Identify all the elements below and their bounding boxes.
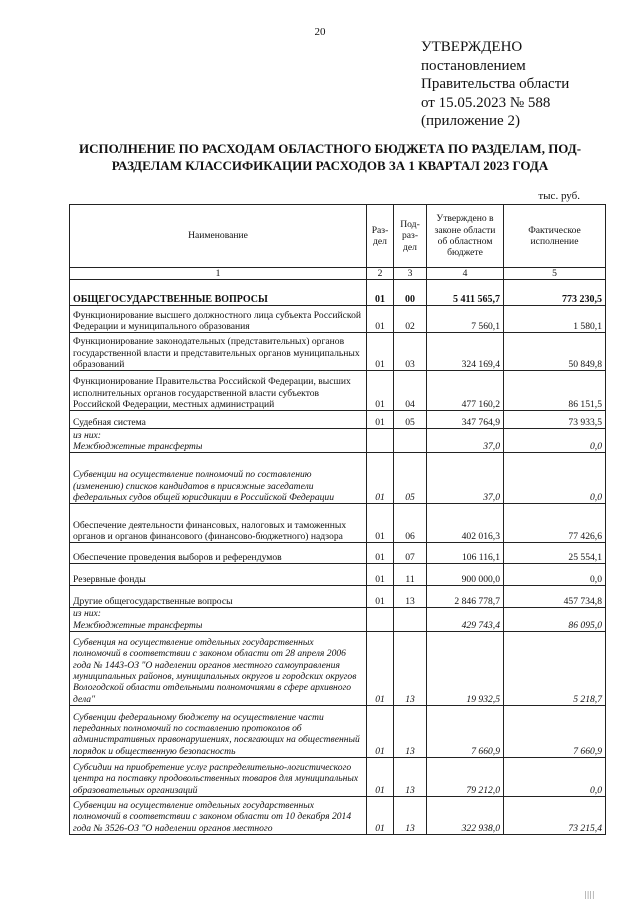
- cell-actual: 7 660,9: [504, 705, 606, 757]
- cell-section: 01: [367, 504, 394, 543]
- cell-name: Функционирование Правительства Российской Федерации, высших исполнительных органов государственной власти субъектов Российской Федерации, местных администраций: [70, 371, 367, 411]
- cell-subsection: 04: [394, 371, 427, 411]
- approval-stamp: [421, 38, 569, 131]
- cell-name: Субвенции федеральному бюджету на осуществление части переданных полномочий по составлению протоколов об административных правонарушениях, посягающих на общественный порядок и общественную безопасность: [70, 705, 367, 757]
- cell-approved: 2 846 778,7: [427, 586, 504, 608]
- cell-approved: 19 932,5: [427, 631, 504, 705]
- cell-subsection: 13: [394, 796, 427, 834]
- cell-subsection: 13: [394, 705, 427, 757]
- units-label: тыс. руб.: [538, 190, 580, 202]
- table-row: [70, 429, 606, 453]
- cell-section: 01: [367, 586, 394, 608]
- column-number: 1: [70, 268, 367, 280]
- cell-name: Субвенции на осуществление полномочий по составлению (изменению) списков кандидатов в присяжные заседатели федеральных судов общей юрисдикции в Российской Федерации: [70, 453, 367, 504]
- cell-name: Обеспечение деятельности финансовых, налоговых и таможенных органов и органов финансового (финансово-бюджетного) надзора: [70, 504, 367, 543]
- cell-name: из них: Межбюджетные трансферты: [70, 608, 367, 632]
- column-number: 2: [367, 268, 394, 280]
- cell-approved: 37,0: [427, 453, 504, 504]
- cell-actual: 0,0: [504, 453, 606, 504]
- title-line: ИСПОЛНЕНИЕ ПО РАСХОДАМ ОБЛАСТНОГО БЮДЖЕТА ПО РАЗДЕЛАМ, ПОД-: [78, 141, 582, 156]
- cell-approved: 7 560,1: [427, 306, 504, 333]
- table-row: [70, 543, 606, 564]
- table-row: [70, 504, 606, 543]
- table-row: [70, 705, 606, 757]
- column-header-actual: Фактическое исполнение: [504, 205, 606, 268]
- cell-name: Судебная система: [70, 411, 367, 429]
- cell-approved: 324 169,4: [427, 333, 504, 371]
- cell-actual: 5 218,7: [504, 631, 606, 705]
- column-header-section: Раз- дел: [367, 205, 394, 268]
- cell-approved: 347 764,9: [427, 411, 504, 429]
- cell-actual: 0,0: [504, 429, 606, 453]
- cell-actual: 0,0: [504, 757, 606, 796]
- document-title: [60, 140, 600, 174]
- cell-approved: 429 743,4: [427, 608, 504, 632]
- cell-name: Обеспечение проведения выборов и референдумов: [70, 543, 367, 564]
- cell-section: 01: [367, 371, 394, 411]
- cell-subsection: 13: [394, 586, 427, 608]
- cell-section: 01: [367, 796, 394, 834]
- table-row: [70, 306, 606, 333]
- cell-subsection: 00: [394, 280, 427, 306]
- cell-name: из них: Межбюджетные трансферты: [70, 429, 367, 453]
- cell-actual: 1 580,1: [504, 306, 606, 333]
- cell-actual: 50 849,8: [504, 333, 606, 371]
- column-number: 5: [504, 268, 606, 280]
- cell-subsection: 11: [394, 564, 427, 586]
- cell-subsection: 05: [394, 453, 427, 504]
- table-row: [70, 371, 606, 411]
- cell-approved: 402 016,3: [427, 504, 504, 543]
- cell-subsection: 03: [394, 333, 427, 371]
- cell-subsection: 06: [394, 504, 427, 543]
- approval-line: от 15.05.2023 № 588: [421, 94, 551, 111]
- column-header-approved: Утверждено в законе области об областном бюджете: [427, 205, 504, 268]
- cell-name: Субвенция на осуществление отдельных государственных полномочий в соответствии с законом области от 28 апреля 2006 года № 1443-ОЗ "О наделении органов местного самоуправления муниципальных районов, муниципальных округов и городских округов Вологодской области отдельными полномочиями в сфере архивного дела": [70, 631, 367, 705]
- budget-table: [69, 204, 606, 835]
- column-number: 4: [427, 268, 504, 280]
- cell-actual: 77 426,6: [504, 504, 606, 543]
- table-row: [70, 796, 606, 834]
- approval-line: Правительства области: [421, 76, 570, 92]
- cell-section: 01: [367, 453, 394, 504]
- approval-line: постановлением: [421, 57, 526, 74]
- cell-subsection: 07: [394, 543, 427, 564]
- cell-name: Субвенции на осуществление отдельных государственных полномочий в соответствии с законом области от 10 декабря 2014 года № 3526-ОЗ "О наделении органов местного: [70, 796, 367, 834]
- cell-name: Другие общегосударственные вопросы: [70, 586, 367, 608]
- cell-name: ОБЩЕГОСУДАРСТВЕННЫЕ ВОПРОСЫ: [70, 280, 367, 306]
- title-line: РАЗДЕЛАМ КЛАССИФИКАЦИИ РАСХОДОВ ЗА 1 КВАРТАЛ 2023 ГОДА: [111, 158, 549, 173]
- column-header-name: Наименование: [70, 205, 367, 268]
- cell-actual: 25 554,1: [504, 543, 606, 564]
- cell-name: Функционирование высшего должностного лица субъекта Российской Федерации и муниципального образования: [70, 306, 367, 333]
- approval-line: УТВЕРЖДЕНО: [421, 39, 523, 55]
- table-row: [70, 564, 606, 586]
- cell-section: 01: [367, 757, 394, 796]
- cell-subsection: 02: [394, 306, 427, 333]
- column-number: 3: [394, 268, 427, 280]
- cell-subsection: 05: [394, 411, 427, 429]
- cell-section: 01: [367, 543, 394, 564]
- cell-section: 01: [367, 306, 394, 333]
- cell-name: Резервные фонды: [70, 564, 367, 586]
- cell-approved: 322 938,0: [427, 796, 504, 834]
- cell-name: Функционирование законодательных (представительных) органов государственной власти и представительных органов муниципальных образований: [70, 333, 367, 371]
- cell-actual: 0,0: [504, 564, 606, 586]
- table-row: [70, 586, 606, 608]
- table-body: [70, 280, 606, 835]
- cell-approved: 79 212,0: [427, 757, 504, 796]
- table-row: [70, 608, 606, 632]
- table-row: [70, 280, 606, 306]
- cell-section: 01: [367, 564, 394, 586]
- column-number-row: [70, 268, 606, 280]
- footer-mark: ||||: [584, 890, 595, 899]
- cell-section: 01: [367, 333, 394, 371]
- table-row: [70, 631, 606, 705]
- table-row: [70, 411, 606, 429]
- cell-approved: 5 411 565,7: [427, 280, 504, 306]
- cell-actual: 73 933,5: [504, 411, 606, 429]
- cell-actual: 86 095,0: [504, 608, 606, 632]
- cell-section: 01: [367, 411, 394, 429]
- cell-subsection: 13: [394, 631, 427, 705]
- cell-actual: 457 734,8: [504, 586, 606, 608]
- cell-section: 01: [367, 705, 394, 757]
- cell-subsection: 13: [394, 757, 427, 796]
- cell-section: [367, 608, 394, 632]
- cell-subsection: [394, 429, 427, 453]
- cell-approved: 106 116,1: [427, 543, 504, 564]
- table-header-row: [70, 205, 606, 268]
- cell-section: [367, 429, 394, 453]
- cell-approved: 37,0: [427, 429, 504, 453]
- column-header-subsection: Под- раз- дел: [394, 205, 427, 268]
- cell-approved: 7 660,9: [427, 705, 504, 757]
- cell-section: 01: [367, 631, 394, 705]
- cell-actual: 773 230,5: [504, 280, 606, 306]
- table-row: [70, 757, 606, 796]
- page-number: 20: [314, 26, 326, 38]
- approval-line: (приложение 2): [421, 113, 520, 129]
- table-row: [70, 453, 606, 504]
- cell-actual: 86 151,5: [504, 371, 606, 411]
- cell-section: 01: [367, 280, 394, 306]
- table-row: [70, 333, 606, 371]
- cell-actual: 73 215,4: [504, 796, 606, 834]
- cell-approved: 477 160,2: [427, 371, 504, 411]
- cell-name: Субсидии на приобретение услуг распределительно-логистического центра на поставку продовольственных товаров для муниципальных образовательных организаций: [70, 757, 367, 796]
- cell-approved: 900 000,0: [427, 564, 504, 586]
- cell-subsection: [394, 608, 427, 632]
